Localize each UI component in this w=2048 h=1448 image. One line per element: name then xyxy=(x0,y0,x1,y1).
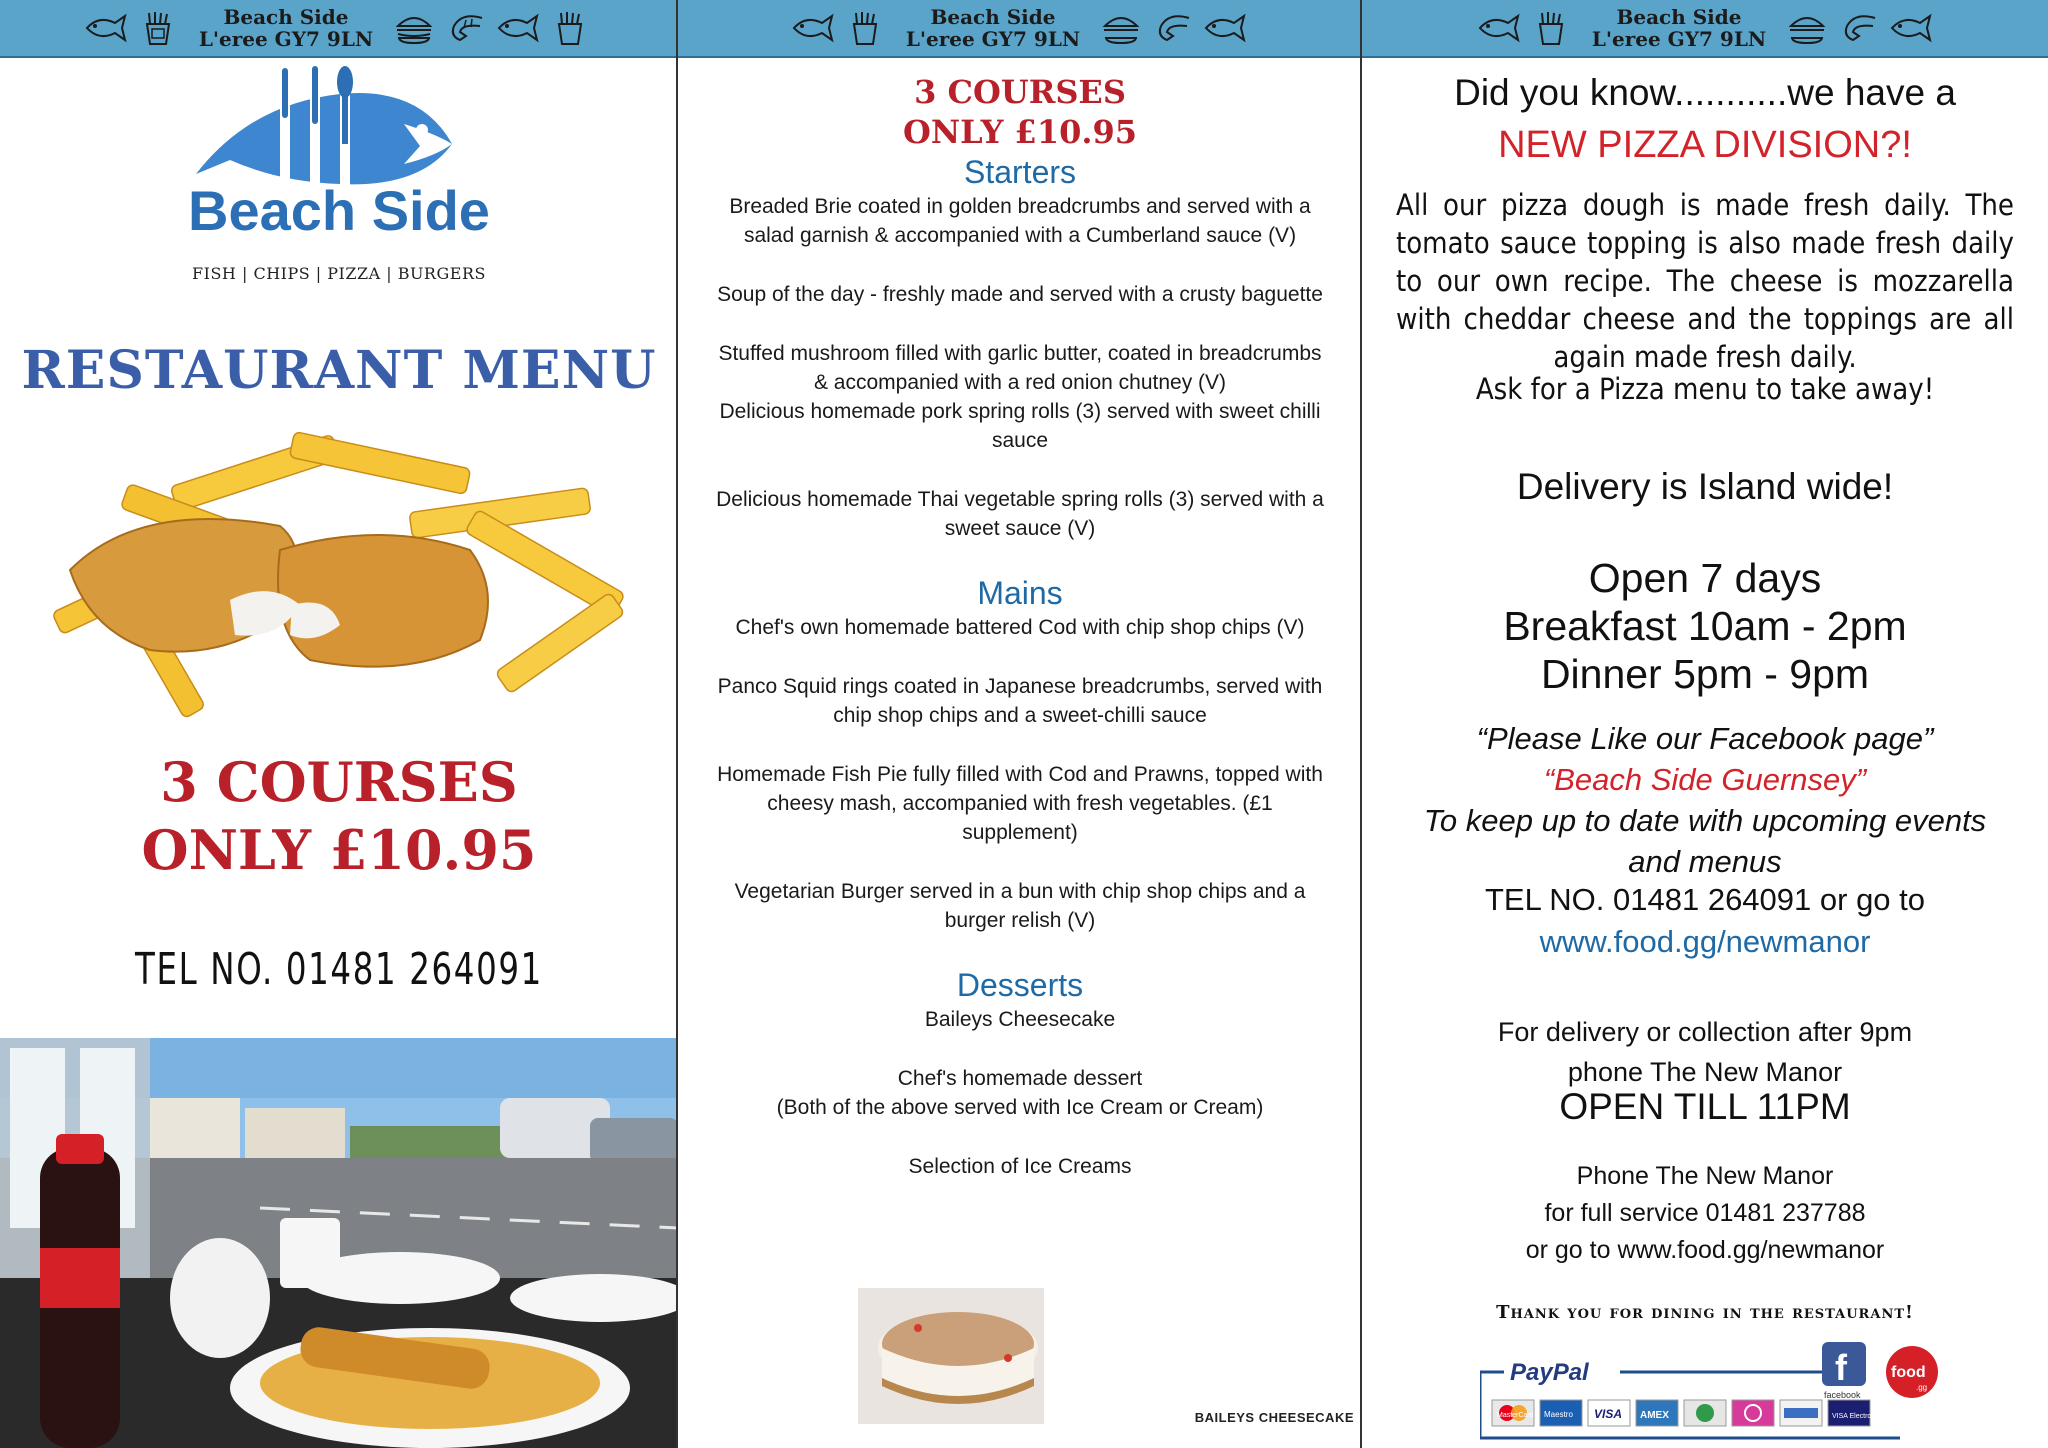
header-postcode: L'eree GY7 9LN xyxy=(1591,27,1767,51)
header-name: Beach Side xyxy=(930,5,1056,29)
header-name: Beach Side xyxy=(1616,5,1742,29)
facebook-label: facebook xyxy=(1824,1390,1861,1400)
website-link[interactable]: www.food.gg/newmanor xyxy=(1539,924,1871,959)
chips-icon xyxy=(137,9,179,47)
open-days: Open 7 days xyxy=(1588,555,1822,601)
burger-icon xyxy=(393,9,435,47)
svg-text:Maestro: Maestro xyxy=(1544,1410,1573,1419)
open-till-note: OPEN TILL 11PM xyxy=(1559,1086,1851,1127)
header-name: Beach Side xyxy=(223,5,349,29)
full-service-line1: Phone The New Manor xyxy=(1576,1162,1834,1190)
dessert-item: Baileys Cheesecake xyxy=(924,1008,1116,1031)
header-strip xyxy=(678,0,1360,58)
mains-heading: Mains xyxy=(977,575,1063,611)
header-address xyxy=(1582,6,1776,50)
svg-text:f: f xyxy=(1835,1347,1847,1388)
chips-icon xyxy=(1530,9,1572,47)
shrimp-icon xyxy=(445,9,487,47)
full-service-line3: or go to www.food.gg/newmanor xyxy=(1525,1236,1885,1264)
info-panel xyxy=(1362,0,2048,1448)
pizza-dough-text: All our pizza dough is made fresh daily. The tomato sauce topping is also made fresh daily to our own recipe. The cheese is mozzarella with cheddar cheese and the toppings are all again made fresh daily. xyxy=(1396,188,2014,374)
contact-suffix: or go to xyxy=(1811,882,1926,917)
dessert-item: Chef's homemade dessert xyxy=(897,1067,1143,1090)
courses-offer xyxy=(678,72,1362,152)
pink-card-logo xyxy=(1732,1400,1774,1426)
full-service-line2: for full service 01481 237788 xyxy=(1544,1199,1866,1227)
starter-item: Delicious homemade Thai vegetable spring rolls (3) served with a sweet sauce (V) xyxy=(716,488,1324,540)
opening-hours xyxy=(1362,554,2048,698)
cheesecake-image xyxy=(858,1288,1044,1424)
fish-icon xyxy=(1478,9,1520,47)
telephone-number: TEL NO. 01481 264091 xyxy=(135,944,543,995)
header-address xyxy=(896,6,1090,50)
did-you-know: Did you know...........we have a xyxy=(1454,72,1956,113)
fish-and-chips-image xyxy=(30,430,660,720)
facebook-block xyxy=(1362,718,2048,882)
shrimp-icon xyxy=(1152,9,1194,47)
card-logos xyxy=(1492,1400,1875,1426)
restaurant-menu-title: RESTAURANT MENU xyxy=(21,340,657,401)
header-strip xyxy=(1362,0,2048,58)
tagline: FISH | CHIPS | PIZZA | BURGERS xyxy=(192,264,486,283)
burger-icon xyxy=(1100,9,1142,47)
facebook-purpose: To keep up to date with upcoming events xyxy=(1423,803,1987,838)
fish-icon xyxy=(497,9,539,47)
main-item: Vegetarian Burger served in a bun with chip shop chips and a burger relish (V) xyxy=(734,880,1306,932)
menu-content xyxy=(678,58,1362,1181)
telephone-number: TEL NO. 01481 264091 xyxy=(1484,882,1812,917)
cheesecake-caption: BAILEYS CHEESECAKE xyxy=(1194,1410,1354,1425)
courses-offer-line1: 3 COURSES xyxy=(160,750,518,814)
svg-text:VISA: VISA xyxy=(1594,1407,1623,1421)
header-strip xyxy=(0,0,676,58)
late-delivery-line1: For delivery or collection after 9pm xyxy=(1497,1017,1913,1047)
shrimp-icon xyxy=(1838,9,1880,47)
burger-icon xyxy=(1786,9,1828,47)
header-postcode: L'eree GY7 9LN xyxy=(198,27,374,51)
fish-icon xyxy=(85,9,127,47)
courses-offer-line2: ONLY £10.95 xyxy=(141,818,537,882)
pizza-menu-note: Ask for a Pizza menu to take away! xyxy=(1475,372,1935,406)
seafront-table-photo xyxy=(0,1038,678,1448)
logo-wordmark: Beach Side xyxy=(188,179,490,242)
starter-item: Delicious homemade pork spring rolls (3) served with sweet chilli sauce xyxy=(719,400,1321,452)
late-delivery-line2: phone The New Manor xyxy=(1567,1057,1843,1087)
thank-you-note: Thank you for dining in the restaurant! xyxy=(1496,1302,1914,1323)
breakfast-hours: Breakfast 10am - 2pm xyxy=(1503,603,1907,649)
header-address xyxy=(189,6,383,50)
fish-icon xyxy=(1890,9,1932,47)
main-item: Panco Squid rings coated in Japanese breadcrumbs, served with chip shop chips and a sweet-chilli sauce xyxy=(717,675,1323,727)
svg-text:.gg: .gg xyxy=(1916,1383,1928,1392)
courses-offer-line2: ONLY £10.95 xyxy=(902,113,1138,151)
starter-item: Stuffed mushroom filled with garlic butter, coated in breadcrumbs & accompanied with a red onion chutney (V) xyxy=(718,342,1322,394)
starter-item: Breaded Brie coated in golden breadcrumbs and served with a salad garnish & accompanied with a Cumberland sauce (V) xyxy=(729,195,1311,247)
fish-icon xyxy=(1204,9,1246,47)
menu-panel xyxy=(678,0,1362,1448)
courses-offer-line1: 3 COURSES xyxy=(914,73,1126,111)
dessert-item: Selection of Ice Creams xyxy=(908,1155,1132,1178)
svg-text:MasterCard: MasterCard xyxy=(1497,1412,1534,1419)
contact-line xyxy=(1362,882,2048,918)
facebook-page-name: “Beach Side Guernsey” xyxy=(1543,762,1867,797)
full-service-note xyxy=(1362,1158,2048,1269)
delivery-note: Delivery is Island wide! xyxy=(1516,466,1894,507)
chips-icon xyxy=(844,9,886,47)
facebook-purpose-end: and menus xyxy=(1628,844,1782,879)
header-postcode: L'eree GY7 9LN xyxy=(905,27,1081,51)
pizza-division-heading: NEW PIZZA DIVISION?! xyxy=(1498,124,1912,166)
main-item: Homemade Fish Pie fully filled with Cod and Prawns, topped with cheesy mash, accompanied with fresh vegetables. (£1 supplement) xyxy=(717,763,1323,844)
dessert-note: (Both of the above served with Ice Cream or Cream) xyxy=(776,1096,1264,1119)
facebook-request: “Please Like our Facebook page” xyxy=(1476,721,1934,756)
payment-methods-banner xyxy=(1480,1342,1950,1442)
fish-icon xyxy=(792,9,834,47)
cover-panel xyxy=(0,0,678,1448)
main-item: Chef's own homemade battered Cod with chip shop chips (V) xyxy=(735,616,1305,639)
desserts-heading: Desserts xyxy=(956,967,1084,1003)
starters-heading: Starters xyxy=(963,154,1077,190)
svg-text:VISA Electron: VISA Electron xyxy=(1832,1413,1876,1420)
courses-offer xyxy=(0,748,678,884)
starter-item: Soup of the day - freshly made and served with a crusty baguette xyxy=(717,283,1323,306)
late-delivery-note xyxy=(1362,1012,2048,1092)
dinner-hours: Dinner 5pm - 9pm xyxy=(1540,651,1870,697)
svg-text:food: food xyxy=(1891,1364,1926,1381)
paypal-logo: PayPal xyxy=(1510,1359,1589,1386)
svg-text:AMEX: AMEX xyxy=(1640,1410,1669,1421)
chips-icon xyxy=(549,9,591,47)
